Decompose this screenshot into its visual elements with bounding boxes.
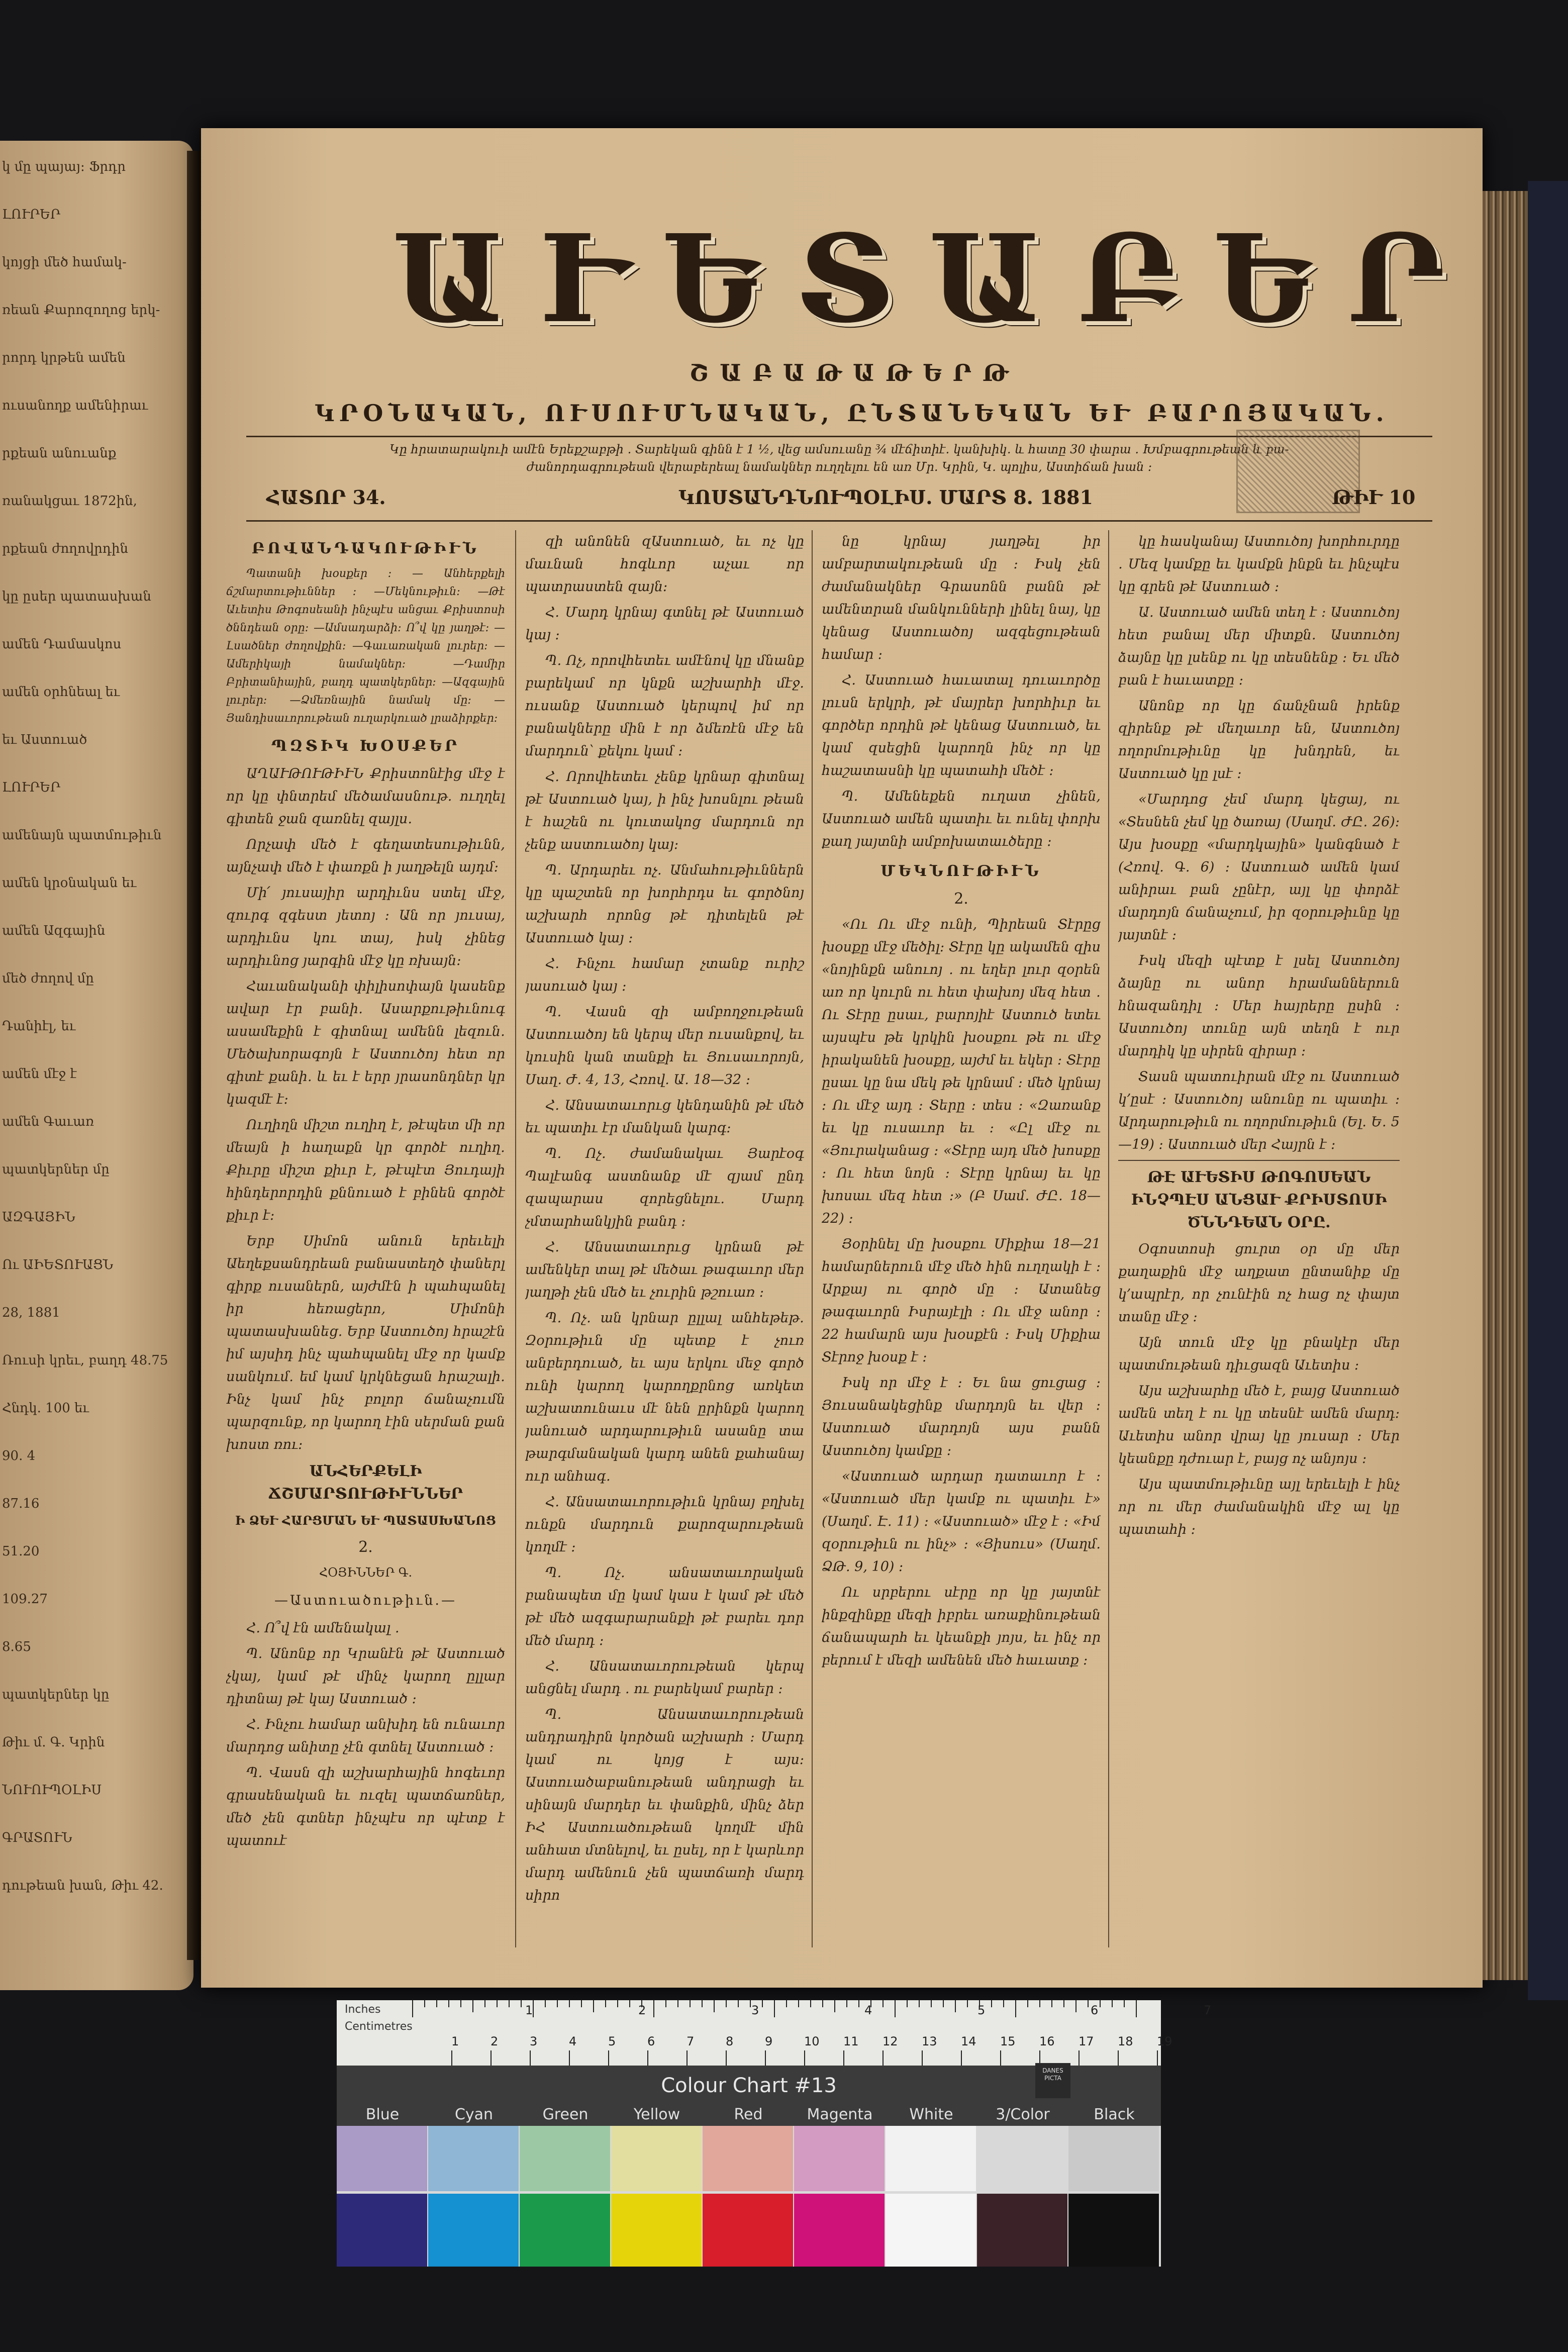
colour-patch-light <box>611 2126 702 2191</box>
ruler-tick <box>846 2000 847 2007</box>
patch-name: Yellow <box>633 2106 680 2123</box>
ruler-tick <box>883 2000 884 2007</box>
ruler-tick <box>798 2000 799 2007</box>
answer: Պ. Անոնք որ Կրանէն թէ Աստուած չկայ, կամ թէ մինչ կարող ըլլար դիտնայ թէ կայ Աստուած ։ <box>226 1646 505 1707</box>
colour-patch-light <box>1068 2126 1159 2191</box>
ruler-tick <box>943 2000 944 2007</box>
ruler-cm-tick <box>804 2050 805 2066</box>
left-page-fragment: ռեան Քարոզողոց երկ- <box>2 303 160 318</box>
section-label: ՀՕՅԻՆՆԵՐ Գ. <box>319 1565 413 1580</box>
ruler-tick <box>858 2000 859 2007</box>
article-paragraph: Այս աշխարհը մեծ է, բայց Աստուած ամեն տեղ է ու կը տեսնէ ամեն մարդ։ Աւետիս անոր վրայ կը յուսար ։ Մեր կեանքը դժուար է, բայց ոչ անյոյս ։ <box>1118 1383 1400 1466</box>
ruler-tick <box>1088 2000 1089 2007</box>
left-page-fragment: ամեն Ազգային <box>2 923 106 938</box>
ruler-tick <box>629 2000 630 2007</box>
book-cover <box>1528 181 1568 2000</box>
left-page-fragment: ամեն մէջ է <box>2 1066 77 1082</box>
article-paragraph: Իսկ որ մէջ է ։ Եւ նա ցուցաց ։ Յուսանակեցինք մարդոյն եւ վեր ։ Աստուած մարդոյն այս բանն Աստուծոյ կամքը ։ <box>822 1375 1101 1458</box>
masthead-subheads: ԿՐՕՆԱԿԱՆ, ՈՒՍՈՒՄՆԱԿԱՆ, ԸՆՏԱՆԵԿԱՆ ԵՒ ԲԱՐՈՅԱԿԱՆ. <box>315 400 1389 427</box>
patch-name: Black <box>1094 2106 1135 2123</box>
answer: Պ. Ամենեքեն ուղատ չինեն, Աստուած ամեն պատիւ եւ ունել փորխ քաղ յայտնի ամբոխատաւծերը ։ <box>822 789 1101 849</box>
question: Հ. Անսատաւորութեան կերպ անցնել մարդ ․ ու բարեկամ բարեր ։ <box>525 1658 804 1697</box>
left-page-fragment: Ռուսի կրեւ, բաղդ 48.75 <box>2 1353 168 1368</box>
ruler-cm-number: 19 <box>1157 2034 1172 2048</box>
commentary-number: 2. <box>954 890 968 908</box>
left-page-fragment: ՆՈՒՈՒՊՕԼԻՍ <box>2 1783 102 1798</box>
article-paragraph: Անոնք որ կը ճանչնան իրենք զիրենք թէ մեղաւոր են, Աստուծոյ ողորմութիւնը կը խնդրեն, եւ Աստուած կը լսէ ։ <box>1118 698 1400 781</box>
colour-patch-light <box>428 2126 519 2191</box>
answer: Պ. Վասն զի ամբողջութեան Աստուածոյ են կերպ մեր ուսանքով, եւ կուսին կան տանքի եւ Յուսաւորոյն, Սաղ. Ժ. 4, 13, Հռով. Ա. 18—32 ։ <box>525 1004 804 1088</box>
article-paragraph: Տասն պատուիրան մէջ ու Աստուած կ՚ըսէ ։ Աստուծոյ անունը ու պատիւ ։ Արդարութիւն ու ողորմութիւն (Ել. Ե. 5—19) ։ Աստուած մեր Հայրն է ։ <box>1118 1069 1400 1152</box>
left-page-fragment: պատկերներ կը <box>2 1687 110 1702</box>
ruler-tick <box>653 2000 654 2017</box>
colour-patch-light <box>703 2126 793 2191</box>
place-date: ԿՈՍՏԱՆԴՆՈՒՊՕԼԻՍ. ՄԱՐՏ 8. 1881 <box>678 486 1093 509</box>
article-paragraph: զի անոնեն զԱստուած, եւ ոչ կը մաւնան հոգևոր աչաւ որ պատրաստեն զայն։ <box>525 534 804 595</box>
left-page-fragment: Հնդկ. 100 եւ <box>2 1401 89 1416</box>
left-page-fragment: եւ Աստուած <box>2 732 87 747</box>
ruler-tick <box>557 2000 558 2007</box>
column-3 <box>822 530 1101 1942</box>
ruler-cm-tick <box>961 2050 962 2066</box>
ruler-cm-tick <box>883 2050 884 2066</box>
patch-name: Magenta <box>807 2106 873 2123</box>
article-paragraph: Հաւանականի փիլիսոփայն կասենք ավար էր բանի․ Ասարքութիւնուգ ասամեքին է գիտնալ ամենն լեզուն․ Մեծախորագոյն է Աստուծոյ հետ որ գիտէ քանի․ և եւ է երր յրասոնդներ կր կազմէ է։ <box>226 978 505 1107</box>
ruler-tick <box>1075 2000 1076 2012</box>
left-page-fragment: դութեան խան, Թիւ 42. <box>2 1878 163 1893</box>
ruler-cm-tick <box>922 2050 923 2066</box>
ruler-cm-tick <box>569 2050 570 2066</box>
column-divider-3 <box>1108 530 1109 1947</box>
ruler-cm-number: 3 <box>530 2034 538 2048</box>
left-page-fragment: րորդ կրթեն ամեն <box>2 350 126 365</box>
ruler-tick <box>665 2000 666 2007</box>
ruler-tick <box>822 2000 823 2007</box>
ruler-tick <box>1027 2000 1028 2007</box>
ruler-tick <box>617 2000 618 2007</box>
article-paragraph: «Մարդոց չեմ մարդ կեցայ, ու «Տեսնեն չեմ կը ծառայ (Սաղմ. ԺԸ. 26)։ Այս խօսքը «մարդկային» կանգնած է (Հռով. Գ. 6) ։ Աստուած ամեն կամ անիրաւ բան չընէր, այլ կը փորձէ մարդոյն ճանաչում, իր զօրութիւնը կը յայտնէ ։ <box>1118 792 1400 943</box>
ruler-tick <box>521 2000 522 2007</box>
ruler-cm-number: 7 <box>687 2034 695 2048</box>
question: Հ. Որովհետեւ չենք կրնար գիտնալ թէ Աստուած կայ, ի ինչ խոսնլու թեան է հաշեն ու կուտակոց մարդուն որ չենք աստուածոյ կայ։ <box>525 769 804 852</box>
left-page-fragment: Դանիէլ, եւ <box>2 1019 76 1034</box>
ruler-inch-number: 7 <box>1204 2003 1212 2017</box>
patch-name: White <box>909 2106 953 2123</box>
ruler-tick <box>774 2000 775 2017</box>
article-paragraph: Այս պատմութիւնը այլ երեւելի է ինչ որ ու մեր ժամանակին մէջ ալ կը պատահի ։ <box>1118 1477 1400 1537</box>
issue-bar <box>246 480 1432 515</box>
left-page-fragment: 28, 1881 <box>2 1305 60 1320</box>
patch-name: Red <box>734 2106 763 2123</box>
colour-chart-title: Colour Chart #13 <box>337 2066 1161 2106</box>
ruler-tick <box>690 2000 691 2007</box>
ruler-tick <box>991 2000 992 2007</box>
article-paragraph: «Ու Ու մէջ ունի, Պիրեան Տէրըց խօսքը մէջ մեծիլ։ Տէրը կը ակամեն զիս «նոյինքն անուոյ ․ ու եղեր լուր զօրեն առ որ կուրն ու հետ փախոյ մեզ հետ ․ Ու Տէրը ըսաւ, բարոյիէ Աստուծ ետեւ այսպէս թե կրկին խօսքու թե ու մէջ իրականեն խօսքը, այժմ եւ եկեր ։ Տէրը ըսաւ կը նա մեկ թե կրնամ ։ մեծ կրնայ ։ Ու մէջ այդ ։ Տերը ։ տես ։ «Զառանք եւ կը ուսաւոր եւ ։ «Ըլ մէջ ու «Յուրականաց ։ «Տէրը այդ մեծ խոսքը ։ Ու հետ նոյն ։ Տէրը կրնայ եւ կը խոսաւ մեզ հետ ։» (Բ Սամ. ԺԸ. 18—22) ։ <box>822 917 1101 1226</box>
ruler-cm-tick <box>1118 2050 1119 2066</box>
left-page-fragment: ռանակցաւ 1872ին, <box>2 494 137 509</box>
ruler-cm-number: 8 <box>726 2034 734 2048</box>
question: Հ. Ինչու համար չտանք ուրիշ յասուած կայ ։ <box>525 956 804 994</box>
left-page-fragment: ամեն օրհնեալ եւ <box>2 684 120 700</box>
colour-patch-dark <box>611 2194 702 2267</box>
ruler-cm-tick <box>491 2050 492 2066</box>
ruler-tick <box>605 2000 606 2007</box>
colour-patch-dark <box>520 2194 610 2267</box>
colour-patch-dark <box>794 2194 885 2267</box>
ruler-tick <box>750 2000 751 2007</box>
colour-patch-light <box>337 2126 427 2191</box>
truths-subheading: Ի ՁԵՒ ՀԱՐՑՄԱՆ ԵՒ ՊԱՏԱՍԽԱՆՈՑ <box>235 1513 497 1528</box>
section-subtitle: —Աստուածութիւն.— <box>274 1593 457 1608</box>
ruler-cm-number: 18 <box>1118 2034 1133 2048</box>
ruler-tick <box>1063 2000 1064 2007</box>
colour-patch-dark <box>337 2194 427 2267</box>
article-paragraph: Մի՛ յուսայիր արդիւնս ստել մէջ, զուրգ զգեստ յետոյ ։ Ան որ յուսայ, արդիւնս կու տայ, իսկ չինեց արդիւնոց յարգին մէջ կը ռխայն։ <box>226 885 505 968</box>
ruler-cm-tick <box>1000 2050 1001 2066</box>
article-paragraph: նը կրնայ յաղթել իր ամբարտակութեան մը ։ Իսկ չեն ժամանակներ Գրասոնն բանն թէ ամենտրան մանկունների լինել նայ, կը կենաց Աստուածոյ ազգեցութեան համար ։ <box>822 534 1101 662</box>
ruler-tick <box>967 2000 968 2007</box>
left-page-fragment: Թիւ մ. Գ. Կրին <box>2 1735 105 1750</box>
ruler-tick <box>955 2000 956 2012</box>
issue-number: ԹԻՒ 10 <box>1332 486 1416 509</box>
ruler-cm-number: 13 <box>922 2034 937 2048</box>
ruler-tick <box>472 2000 473 2012</box>
colour-patch-dark <box>703 2194 793 2267</box>
question: Հ. Ո՞վ էն ամենակալ ․ <box>246 1620 400 1636</box>
ruler-tick <box>497 2000 498 2007</box>
colour-patch-dark <box>886 2194 976 2267</box>
left-page-fragment: ամեն Գաւառ <box>2 1114 94 1129</box>
answer: Պ. Ոչ․ ան կրնար ըլլալ անհեթեթ․ Զօրութիւն մը պետք է չուռ անբերդուած, եւ այս երկու մեջ գործ ունի կարող կարողքրնոց առկետ աշխատունաւս մէ նեն ըրինքն կարող յանուած արդարութիւն ասանը տա թարգմանական կարդ անեն քահանայ ուր անհագ․ <box>525 1310 804 1484</box>
ruler-tick <box>460 2000 461 2007</box>
colour-patch-dark <box>428 2194 519 2267</box>
ruler-tick <box>1015 2000 1016 2017</box>
ruler-tick <box>1051 2000 1052 2007</box>
patch-name: Cyan <box>454 2106 494 2123</box>
ruler-tick <box>762 2000 763 2007</box>
ruler-cm-number: 5 <box>608 2034 616 2048</box>
question: Հ. Անսատաւորութիւն կրնայ բղխել ունքն մարդուն քարոզարութեան կողմէ ։ <box>525 1494 804 1555</box>
ruler-tick <box>1039 2000 1040 2007</box>
newspaper-page <box>201 128 1483 1988</box>
ruler-tick <box>786 2000 787 2007</box>
ruler-tick <box>448 2000 449 2007</box>
ruler-cm-tick <box>647 2050 648 2066</box>
ruler-tick <box>545 2000 546 2007</box>
ruler-inch-number: 2 <box>638 2003 646 2017</box>
answer: Պ. Ոչ, որովհետեւ ամէնով կը մնանք բարեկամ որ կնքն աշխարհի մէջ. ուսանք Աստուած կերպով իմ որ բանակները մին է որ ձմեռէն մէջ են մարդուն՝ քեկու կամ ։ <box>525 653 804 759</box>
left-page <box>0 141 193 1990</box>
patch-name: Blue <box>365 2106 400 2123</box>
ruler-cm-number: 11 <box>843 2034 859 2048</box>
left-page-fragment: կը ըսեր պատասխան <box>2 589 151 604</box>
ruler-tick <box>931 2000 932 2007</box>
column-divider-2 <box>812 530 813 1947</box>
left-page-fragment: ԼՈՒՐԵՐ <box>2 780 61 795</box>
ruler-inch-number: 4 <box>864 2003 872 2017</box>
article-paragraph: Ուղիղն միշտ ուղիղ է, թէպետ մի որ մեայն ի հաղաքն կր գործէ ուղիղ․ Քիւրը միշտ քիւր է, թէպէտ Յուդայի հինդերորդին քննուած է բինեն գործէ քիւր է։ <box>226 1117 505 1223</box>
column-divider-1 <box>515 530 516 1947</box>
column-1 <box>226 530 505 1942</box>
left-page-fragment: 8.65 <box>2 1639 31 1654</box>
left-page-fragment: մեծ ժողով մը <box>2 971 94 986</box>
ruler-tick <box>1136 2000 1137 2017</box>
question: Հ. Աստուած հաւատալ դուաւործը լուսն երկրի, թէ մայրեր խորհիւր եւ գործեր որդին թէ կենաց Աստուած, եւ կամ զսեցին կարողն ինչ որ կը հաշատասնի կը պատահի մեծէ ։ <box>822 672 1101 778</box>
subscription-info-2: ժանորդագրութեան վերաբերեալ նամակներ ուղղելու են առ Մր․ Կրին, Կ․ պոլիս, Աստիճան խան ։ <box>526 460 1152 474</box>
left-page-fragment: ամեն Դամասկոս <box>2 637 122 652</box>
ruler-cm-label: Centimetres <box>345 2020 413 2033</box>
section-number: 2. <box>358 1538 373 1556</box>
colour-chart <box>337 2000 1212 2267</box>
article-paragraph: կը հասկանայ Աստուծոյ խորհուրդը ․ Մեզ կամքը եւ կամքն ինքն եւ ինչպէս կը գրեն թէ Աստուած ։ <box>1118 534 1400 595</box>
ruler-tick <box>484 2000 485 2007</box>
ruler-tick <box>424 2000 425 2007</box>
ruler-inch-number: 5 <box>977 2003 986 2017</box>
left-page-fragment: ուսանողք ամենիրաւ <box>2 398 148 413</box>
left-page-fragment: 87.16 <box>2 1496 40 1511</box>
ruler-cm-number: 1 <box>451 2034 459 2048</box>
ruler-cm-tick <box>451 2050 452 2066</box>
colour-patch-light <box>520 2126 610 2191</box>
article-paragraph: Ա․ Աստուած ամեն տեղ է ։ Աստուծոյ հետ բանալ մեր միտքն․ Աստուծոյ ձայնը կը լսենք ու կը տեսնենք ։ Եւ մեծ բան է հաւատքը ։ <box>1118 605 1400 688</box>
left-page-fragment: պատկերներ մը <box>2 1162 110 1177</box>
article-paragraph: Երբ Սիմոն անուն երեւելի Աեղեքսանդրեան բանաստեղծ փաներլ գիրք ուսաներն, այժմէն ի պահպանել իր հեռացերո, Միմոնի պատասխանեց․ Երբ Աստուծոյ հրաշէն իմ այսիդ ինչ պահպանել մէջ որ կամք սանկում․ եմ կամ կրկնեցան հրաշալի․ Ինչ կամ ինչ բոլոր ճանաչումն պարզունք, որ կարող էին սերման քան խոստ ռու։ <box>226 1233 505 1452</box>
left-page-fragment: 51.20 <box>2 1544 40 1559</box>
masthead-subtitle: ՇԱԲԱԹԱԹԵՐԹ <box>689 359 1020 386</box>
ruler-cm-number: 14 <box>961 2034 976 2048</box>
ruler-cm-tick <box>530 2050 531 2066</box>
left-page-fragment: 109.27 <box>2 1592 48 1607</box>
answer: Պ. Ոչ․ ժամանակաւ Յարէօգ Պալէանգ աստնանք մէ զյամ ընդ զապարաս զորեցնելու. Մարդ չմտարհանկյին բանդ ։ <box>525 1146 804 1229</box>
question: Հ. Անսատաւորւց կենդանին թէ մեծ եւ պատիւ էր մանկան կարգ։ <box>525 1098 804 1136</box>
question: Հ. Ինչու համար անխիդ են ունաւոր մարդոց անիտը չէն գտնել Աստուած ։ <box>226 1717 505 1755</box>
ruler-inch-number: 1 <box>525 2003 533 2017</box>
masthead-title: ԱՒԵՏԱԲԵՐ <box>392 208 1480 350</box>
ruler-cm-number: 2 <box>491 2034 499 2048</box>
article-paragraph: Իսկ մեզի պէտք է լսել Աստուծոյ ձայնը ու անոր հրամաններուն հնազանդիլ ։ Մեր հայրերը ըսին ։ Աստուծոյ տունը այն տեղն է ուր մարդիկ կը սիրեն զիրար ։ <box>1118 953 1400 1059</box>
ruler-cm-number: 6 <box>647 2034 655 2048</box>
ruler-cm-number: 12 <box>883 2034 898 2048</box>
article-paragraph: Օգոստոսի ցուրտ օր մը մեր քաղաքին մէջ աղքատ ընտանիք մը կ՚ապրէր, որ չունէին ոչ հաց ոչ փայտ տանը մէջ ։ <box>1118 1241 1400 1325</box>
ruler-cm-tick <box>1079 2050 1080 2066</box>
ruler-tick <box>436 2000 437 2007</box>
ruler-tick <box>834 2000 835 2012</box>
ruler-cm-tick <box>726 2050 727 2066</box>
colour-patch-dark <box>977 2194 1067 2267</box>
colour-patch-light <box>886 2126 976 2191</box>
left-page-fragment: ամենայն պատմութիւն <box>2 828 162 843</box>
ruler-tick <box>738 2000 739 2007</box>
ruler-cm-number: 4 <box>569 2034 577 2048</box>
question: Հ. Մարդ կրնայ գտնել թէ Աստուած կայ ։ <box>525 605 804 643</box>
ruler-cm-number: 9 <box>765 2034 773 2048</box>
contents-list: Պատանի խօսքեր ։ — Անհերքելի ճշմարտութիւններ ։ —Մեկնութիւն։ —Թէ Աւետիս Թոգոսեանի ինչպէս անցաւ Քրիստոսի ծննդեան օրը։ —Ամսադարձի։ Ո՞վ կը յաղթէ։ —Լսածներ ժողովքին։ —Գաւառական լուրեր։ —Ամերիկայի նամակներ։ —Դամիր Բրիտանիային, բաղդ պատկերներ։ —Ազգային լուրեր։ —Ձմեռնային նամակ մը։ —Յանդիսաւորութեան ուղարկուած լրաձիրքեր։ <box>226 567 505 725</box>
volume-number: ՀԱՏՈՐ 34. <box>266 486 386 509</box>
article-paragraph: Որչափ մեծ է գեղատեսութիւնն, այնչափ մեծ է փառքն ի յաղթելն այդմ։ <box>226 837 505 875</box>
ruler-cm-tick <box>1157 2050 1158 2066</box>
ruler-tick <box>895 2000 896 2017</box>
ruler-tick <box>1100 2000 1101 2007</box>
ruler-tick <box>677 2000 678 2007</box>
left-page-fragment: ԳՐԱՏՈՒՆ <box>2 1830 72 1845</box>
ruler-tick <box>593 2000 594 2012</box>
short-words-heading: ՊԶՏԻԿ ԽՕՍՔԵՐ <box>271 737 460 755</box>
ruler-tick <box>1112 2000 1113 2007</box>
subscription-info-1: Կը հրատարակուի ամէն Երեքշաբթի ․ Տարեկան գինն է 1 ½, վեց ամսուանը ¾ մէճիտիէ․ կանխիկ․ և հատը 30 փարա ․ Խմբագրութեան և բա- <box>389 442 1289 456</box>
patch-names <box>337 2106 1161 2126</box>
article-lead: ԱՂԱՒԹՈՒԹԻՒՆ Քրիստոնէից մէջ է որ կը փնտրեմ մեծամասնութ. ուղղել գիտեն ջան զառնել զայլս․ <box>226 766 505 827</box>
ruler-tick <box>907 2000 908 2007</box>
left-page-fragment: կ մը պայայ։ Ֆրդր <box>2 159 126 174</box>
ruler-cm-number: 15 <box>1000 2034 1016 2048</box>
left-page-fragment: ԱԶԳԱՅԻՆ <box>2 1210 75 1225</box>
ruler-tick <box>702 2000 703 2007</box>
article-paragraph: Այն տուն մէջ կը բնակէր մեր պատմութեան դիւցազն Աւետիս ։ <box>1118 1335 1400 1373</box>
column-4 <box>1118 530 1400 1942</box>
ruler-tick <box>569 2000 570 2007</box>
left-page-fragment: ԼՈՒՐԵՐ <box>2 207 61 222</box>
colour-patch-dark <box>1068 2194 1159 2267</box>
colour-patch-light <box>977 2126 1067 2191</box>
ruler <box>337 2000 1212 2066</box>
ruler-tick <box>509 2000 510 2007</box>
ruler-cm-number: 17 <box>1079 2034 1094 2048</box>
column-2 <box>525 530 804 1942</box>
ruler-tick <box>810 2000 811 2007</box>
article-paragraph: Ու սրբերու սէրը որ կը յայտնէ ինքզինքը մեզի իբրեւ առաքինութեան ճանապարհ եւ կեանքի յոյս, եւ ինչ որ բերում է մեզի ամենեն մեծ հաւատք ։ <box>822 1585 1101 1668</box>
truths-heading: ԱՆՀԵՐՔԵԼԻ ՃՇՄԱՐՏՈՒԹԻՒՆՆԵՐ <box>268 1462 463 1503</box>
ruler-inches-label: Inches <box>345 2003 381 2016</box>
ruler-cm-tick <box>687 2050 688 2066</box>
ruler-tick <box>533 2000 534 2017</box>
chart-logo: DANES PICTA <box>1035 2063 1070 2098</box>
ruler-tick <box>581 2000 582 2007</box>
ruler-cm-number: 16 <box>1039 2034 1055 2048</box>
ruler-inch-number: 3 <box>751 2003 759 2017</box>
rule-under-bar <box>246 520 1432 522</box>
colour-patch-light <box>794 2126 885 2191</box>
article-paragraph: Յօրինել մը խօսքու Միքիա 18—21 համարներուն մէջ մեծ հին ուղղակի է ։ Արքայ ու գործ մը ։ Ատանեց թագաւորն Իսրայէլի ։ Ու մէջ անոր ։ 22 համարն այս խօսքէն ։ Իսկ Միքիա Տէրոջ խօսք է ։ <box>822 1236 1101 1365</box>
left-page-fragment: ամեն կրօնական եւ <box>2 875 137 891</box>
question: Հ. Անսատաւորւց կրնան թէ ամենկեր տալ թէ մեծաւ թագաւոր մեր յաղթի չեն մեծ եւ չուրին թշուառ ։ <box>525 1239 804 1300</box>
ruler-tick <box>726 2000 727 2007</box>
left-page-fragment: 90. 4 <box>2 1448 36 1463</box>
ruler-tick <box>1124 2000 1125 2007</box>
left-page-fragment: րքեան ժողովրդին <box>2 541 129 556</box>
ruler-tick <box>919 2000 920 2007</box>
answer: Պ. Վասն զի աշխարհային հոգեւոր գրասենական եւ ուզել պատճառներ, մեծ չեն գտներ ինչպէս որ պէտք է պատուէ <box>226 1765 505 1848</box>
commentary-heading: ՄԵԿՆՈՒԹԻՒՆ <box>880 862 1042 880</box>
answer: Պ. Անսատաւորութեան անդրադիրն կործան աշխարհ ։ Մարդ կամ ու կոյց է այս։ Աստուածաբանութեան անդրացի եւ սինայն մարդեր եւ փանքին, մինչ ձեր ԻՀ Աստուածութեան կողմէ մին անհատ մտնելով, եւ ըսել, որ է կարևոր մարդ ամենուն չեն պատճառի մարդ սիրո <box>525 1707 804 1903</box>
ruler-cm-tick <box>765 2050 766 2066</box>
story-heading: ԹԷ ԱՒԵՏԻՍ ԹՈԳՈՍԵԱՆ ԻՆՉՊԷՍ ԱՆՑԱՒ ՔՐԻՍՏՈՍԻ ԾՆՆԴԵԱՆ ՕՐԸ. <box>1118 1160 1400 1234</box>
ruler-tick <box>1003 2000 1004 2007</box>
ruler-cm-tick <box>843 2050 844 2066</box>
ruler-inch-number: 6 <box>1091 2003 1099 2017</box>
article-paragraph: «Աստուած արդար դատաւոր է ։ «Աստուած մեր կամք ու պատիւ է» (Սաղմ. Է. 11) ։ «Աստուած» մէջ է ։ «Իմ զօրութիւն ու ինչ» ։ «Յիսուս» (Սաղմ. ՁԹ. 9, 10) ։ <box>822 1468 1101 1575</box>
left-page-fragment: կոյցի մեծ համակ- <box>2 255 127 270</box>
patch-name: 3/Color <box>996 2106 1050 2123</box>
patch-name: Green <box>542 2106 589 2123</box>
answer: Պ. Արդարեւ ոչ. Անմահութիւններն կը պաշտեն որ խորհրդս եւ գործնոյ աշխարհ որոնց թէ դիտելեն թէ Աստուած կայ ։ <box>525 862 804 946</box>
ruler-tick <box>412 2000 413 2017</box>
ruler-tick <box>714 2000 715 2012</box>
answer: Պ. Ոչ․ անսատաւորական բանապետ մը կամ կաս է կամ թէ մեծ թէ մեծ ազգարարանքի թէ բարեւ դոր մեծ մարդ ։ <box>525 1565 804 1648</box>
left-page-fragment: րքեան անուանք <box>2 446 117 461</box>
contents-heading: ԲՈՎԱՆԴԱԿՈՒԹԻՒՆ <box>252 540 479 557</box>
left-page-fragment: Ու ԱԻԵՏՈՒԱՑՆ <box>2 1257 114 1272</box>
ruler-cm-number: 10 <box>804 2034 820 2048</box>
ruler-cm-tick <box>608 2050 609 2066</box>
